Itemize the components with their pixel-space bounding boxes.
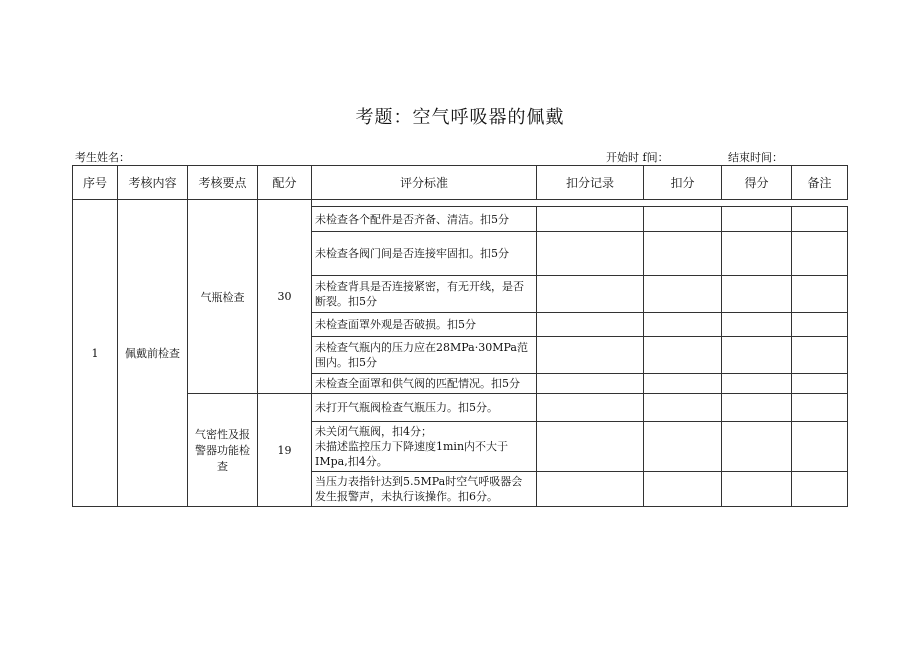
deduction-cell [644, 276, 722, 313]
deduction-record-cell [537, 394, 644, 422]
deduction-cell [644, 374, 722, 394]
obtained-cell [722, 232, 792, 276]
header-deduction-record: 扣分记录 [537, 166, 644, 200]
remarks-cell [792, 276, 848, 313]
header-criteria: 评分标准 [312, 166, 537, 200]
criterion-2-1: 未打开气瓶阀检查气瓶压力。扣5分。 [312, 394, 537, 422]
criterion-1-6: 未检查全面罩和供气阀的匹配情况。扣5分 [312, 374, 537, 394]
start-time-label: 开始时 f间： [606, 151, 669, 164]
deduction-record-cell [537, 422, 644, 472]
spacer-cell [312, 200, 848, 207]
remarks-cell [792, 337, 848, 374]
remarks-cell [792, 313, 848, 337]
group-score-2: 19 [258, 394, 312, 507]
deduction-cell [644, 472, 722, 507]
obtained-cell [722, 394, 792, 422]
remarks-cell [792, 232, 848, 276]
criterion-1-1: 未检查各个配件是否齐备、清洁。扣5分 [312, 207, 537, 232]
item-no: 1 [73, 200, 118, 507]
obtained-cell [722, 374, 792, 394]
deduction-record-cell [537, 276, 644, 313]
deduction-record-cell [537, 472, 644, 507]
deduction-cell [644, 313, 722, 337]
criterion-1-4: 未检查面罩外观是否破损。扣5分 [312, 313, 537, 337]
criterion-1-5: 未检查气瓶内的压力应在28MPa·30MPa范围内。扣5分 [312, 337, 537, 374]
group-point-2: 气密性及报警器功能检查 [188, 394, 258, 507]
deduction-record-cell [537, 313, 644, 337]
end-time-label: 结束时间： [728, 151, 783, 164]
remarks-cell [792, 374, 848, 394]
header-deduction: 扣分 [644, 166, 722, 200]
remarks-cell [792, 472, 848, 507]
header-row [73, 166, 848, 200]
header-content: 考核内容 [118, 166, 188, 200]
header-point: 考核要点 [188, 166, 258, 200]
obtained-cell [722, 422, 792, 472]
deduction-record-cell [537, 374, 644, 394]
spacer-row [73, 200, 848, 207]
header-remarks: 备注 [792, 166, 848, 200]
criterion-2-2: 未关闭气瓶阀，扣4分； 未描述监控压力下降速度1min内不大于IMpa,扣4分。 [312, 422, 537, 472]
examinee-name-label: 考生姓名： [75, 151, 130, 164]
header-no: 序号 [73, 166, 118, 200]
deduction-record-cell [537, 232, 644, 276]
header-score: 配分 [258, 166, 312, 200]
remarks-cell [792, 394, 848, 422]
deduction-cell [644, 394, 722, 422]
obtained-cell [722, 472, 792, 507]
deduction-cell [644, 422, 722, 472]
obtained-cell [722, 276, 792, 313]
deduction-record-cell [537, 207, 644, 232]
criterion-1-3: 未检查背具是否连接紧密，有无开线，是否断裂。扣5分 [312, 276, 537, 313]
obtained-cell [722, 313, 792, 337]
obtained-cell [722, 207, 792, 232]
page-title: 考题：空气呼吸器的佩戴 [355, 107, 565, 128]
header-obtained: 得分 [722, 166, 792, 200]
criterion-1-2: 未检查各阀门间是否连接牢固扣。扣5分 [312, 232, 537, 276]
criterion-2-3: 当压力表指针达到5.5MPa时空气呼吸器会发生报警声，未执行该操作。扣6分。 [312, 472, 537, 507]
deduction-cell [644, 337, 722, 374]
group-point-1: 气瓶检查 [188, 200, 258, 394]
obtained-cell [722, 337, 792, 374]
scoring-table [72, 165, 848, 507]
remarks-cell [792, 422, 848, 472]
deduction-record-cell [537, 337, 644, 374]
remarks-cell [792, 207, 848, 232]
group-score-1: 30 [258, 200, 312, 394]
item-content: 佩戴前检查 [118, 200, 188, 507]
deduction-cell [644, 232, 722, 276]
table-row [73, 394, 848, 422]
deduction-cell [644, 207, 722, 232]
